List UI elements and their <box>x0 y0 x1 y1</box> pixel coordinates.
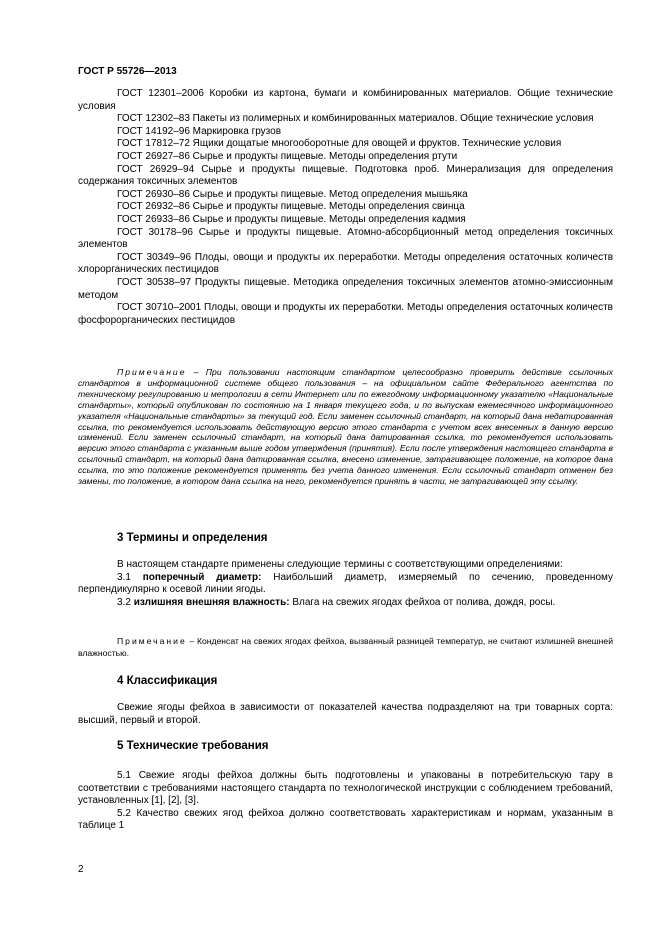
section-5-body <box>78 770 613 833</box>
reference-item: ГОСТ 26927–86 Сырье и продукты пищевые. Методы определения ртути <box>117 150 458 162</box>
section-5-para-1: 5.1 Свежие ягоды фейхоа должны быть подготовлены и упакованы в потребительскую тару в соответствии с требованиями настоящего стандарта по технологической инструкции с соблюдением требований, установленных [1], [2], [3]. <box>78 770 613 807</box>
note-label: Примечание <box>117 636 187 646</box>
definition-3-1: 3.1 поперечный диаметр: Наибольший диаметр, измеряемый по сечению, проведенному перпендикулярно к осевой линии ягоды. <box>78 571 613 596</box>
reference-item: ГОСТ 30538–97 Продукты пищевые. Методика определения токсичных элементов атомно-эмиссионным методом <box>78 276 613 301</box>
reference-item: ГОСТ 26929–94 Сырье и продукты пищевые. Подготовка проб. Минерализация для определения содержания токсичных элементов <box>78 163 613 188</box>
reference-item: ГОСТ 30349–96 Плоды, овощи и продукты их переработки. Методы определения остаточных количеств хлорорганических пестицидов <box>78 251 613 276</box>
reference-item: ГОСТ 14192–96 Маркировка грузов <box>117 125 282 137</box>
reference-item: ГОСТ 26932–86 Сырье и продукты пищевые. Методы определения свинца <box>117 201 465 213</box>
section-5-para-2: 5.2 Качество свежих ягод фейхоа должно соответствовать характеристикам и нормам, указанным в таблице 1 <box>78 807 613 832</box>
definition-3-2: 3.2 излишняя внешняя влажность: Влага на свежих ягодах фейхоа от полива, дождя, росы. <box>117 596 556 608</box>
section-4-text: Свежие ягоды фейхоа в зависимости от показателей качества подразделяют на три товарных сорта: высший, первый и второй. <box>78 702 613 726</box>
section-5-heading: 5 Технические требования <box>117 740 269 752</box>
note-text: – Конденсат на свежих ягодах фейхоа, вызванный разницей температур, не считают излишней внешней влажностью. <box>78 636 613 658</box>
reference-item: ГОСТ 12301–2006 Коробки из картона, бумаги и комбинированных материалов. Общие технические условия <box>78 88 613 112</box>
section-3-intro: В настоящем стандарте применены следующие термины с соответствующими определениями: <box>117 559 563 570</box>
section-3-note <box>78 635 613 659</box>
definition-term: излишняя внешняя влажность: <box>133 596 290 608</box>
section-3-heading: 3 Термины и определения <box>117 532 268 544</box>
reference-item: ГОСТ 30178–96 Сырье и продукты пищевые. Атомно-абсорбционный метод определения токсичных элементов <box>78 226 613 251</box>
reference-item: ГОСТ 30710–2001 Плоды, овощи и продукты их переработки. Методы определения остаточных количеств фосфорорганических пестицидов <box>78 302 613 326</box>
document-header: ГОСТ Р 55726—2013 <box>78 66 177 77</box>
note-text: – При пользовании настоящим стандартом целесообразно проверить действие ссылочных стандартов в информационной системе общего пользования – на официальном сайте Федерального агентства по техническому регулированию и метрологии в сети Интернет или по ежегодному информационному указателю «Национальные стандарты», который опубликован по состоянию на 1 января текущего года, и по выпускам ежемесячного информационного указателя «Национальные стандарты» за текущий год. Если заменен ссылочный стандарт, на который дана недатированная ссылка, то рекомендуется использовать действующую версию этого стандарта с учетом всех внесенных в данную версию изменений. Если заменен ссылочный стандарт, на который дана датированная ссылка, то рекомендуется использовать версию этого стандарта с указанным выше годом утверждения (принятия). Если после утверждения настоящего стандарта в ссылочный стандарт, на который дана датированная ссылка, внесено изменение, затрагивающее положение, на которое дана ссылка, то это положение рекомендуется применять без учета данного изменения. Если ссылочный стандарт отменен без замены, то положение, в котором дана ссылка на него, рекомендуется принять в части, не затрагивающей эту ссылку. <box>78 367 613 487</box>
note-label: Примечание <box>117 367 187 377</box>
reference-item: ГОСТ 17812–72 Ящики дощатые многооборотные для овощей и фруктов. Технические условия <box>117 138 562 150</box>
references-note <box>78 367 613 487</box>
definition-term: поперечный диаметр: <box>142 571 262 583</box>
reference-item: ГОСТ 26930–86 Сырье и продукты пищевые. Метод определения мышьяка <box>117 188 468 200</box>
section-3-body <box>78 559 613 609</box>
reference-item: ГОСТ 12302–83 Пакеты из полимерных и комбинированных материалов. Общие технические условия <box>117 113 594 125</box>
section-4-body <box>78 702 613 727</box>
page-number: 2 <box>78 864 84 875</box>
normative-references-list <box>78 88 613 327</box>
section-4-heading: 4 Классификация <box>117 675 218 687</box>
reference-item: ГОСТ 26933–86 Сырье и продукты пищевые. Методы определения кадмия <box>117 213 466 225</box>
